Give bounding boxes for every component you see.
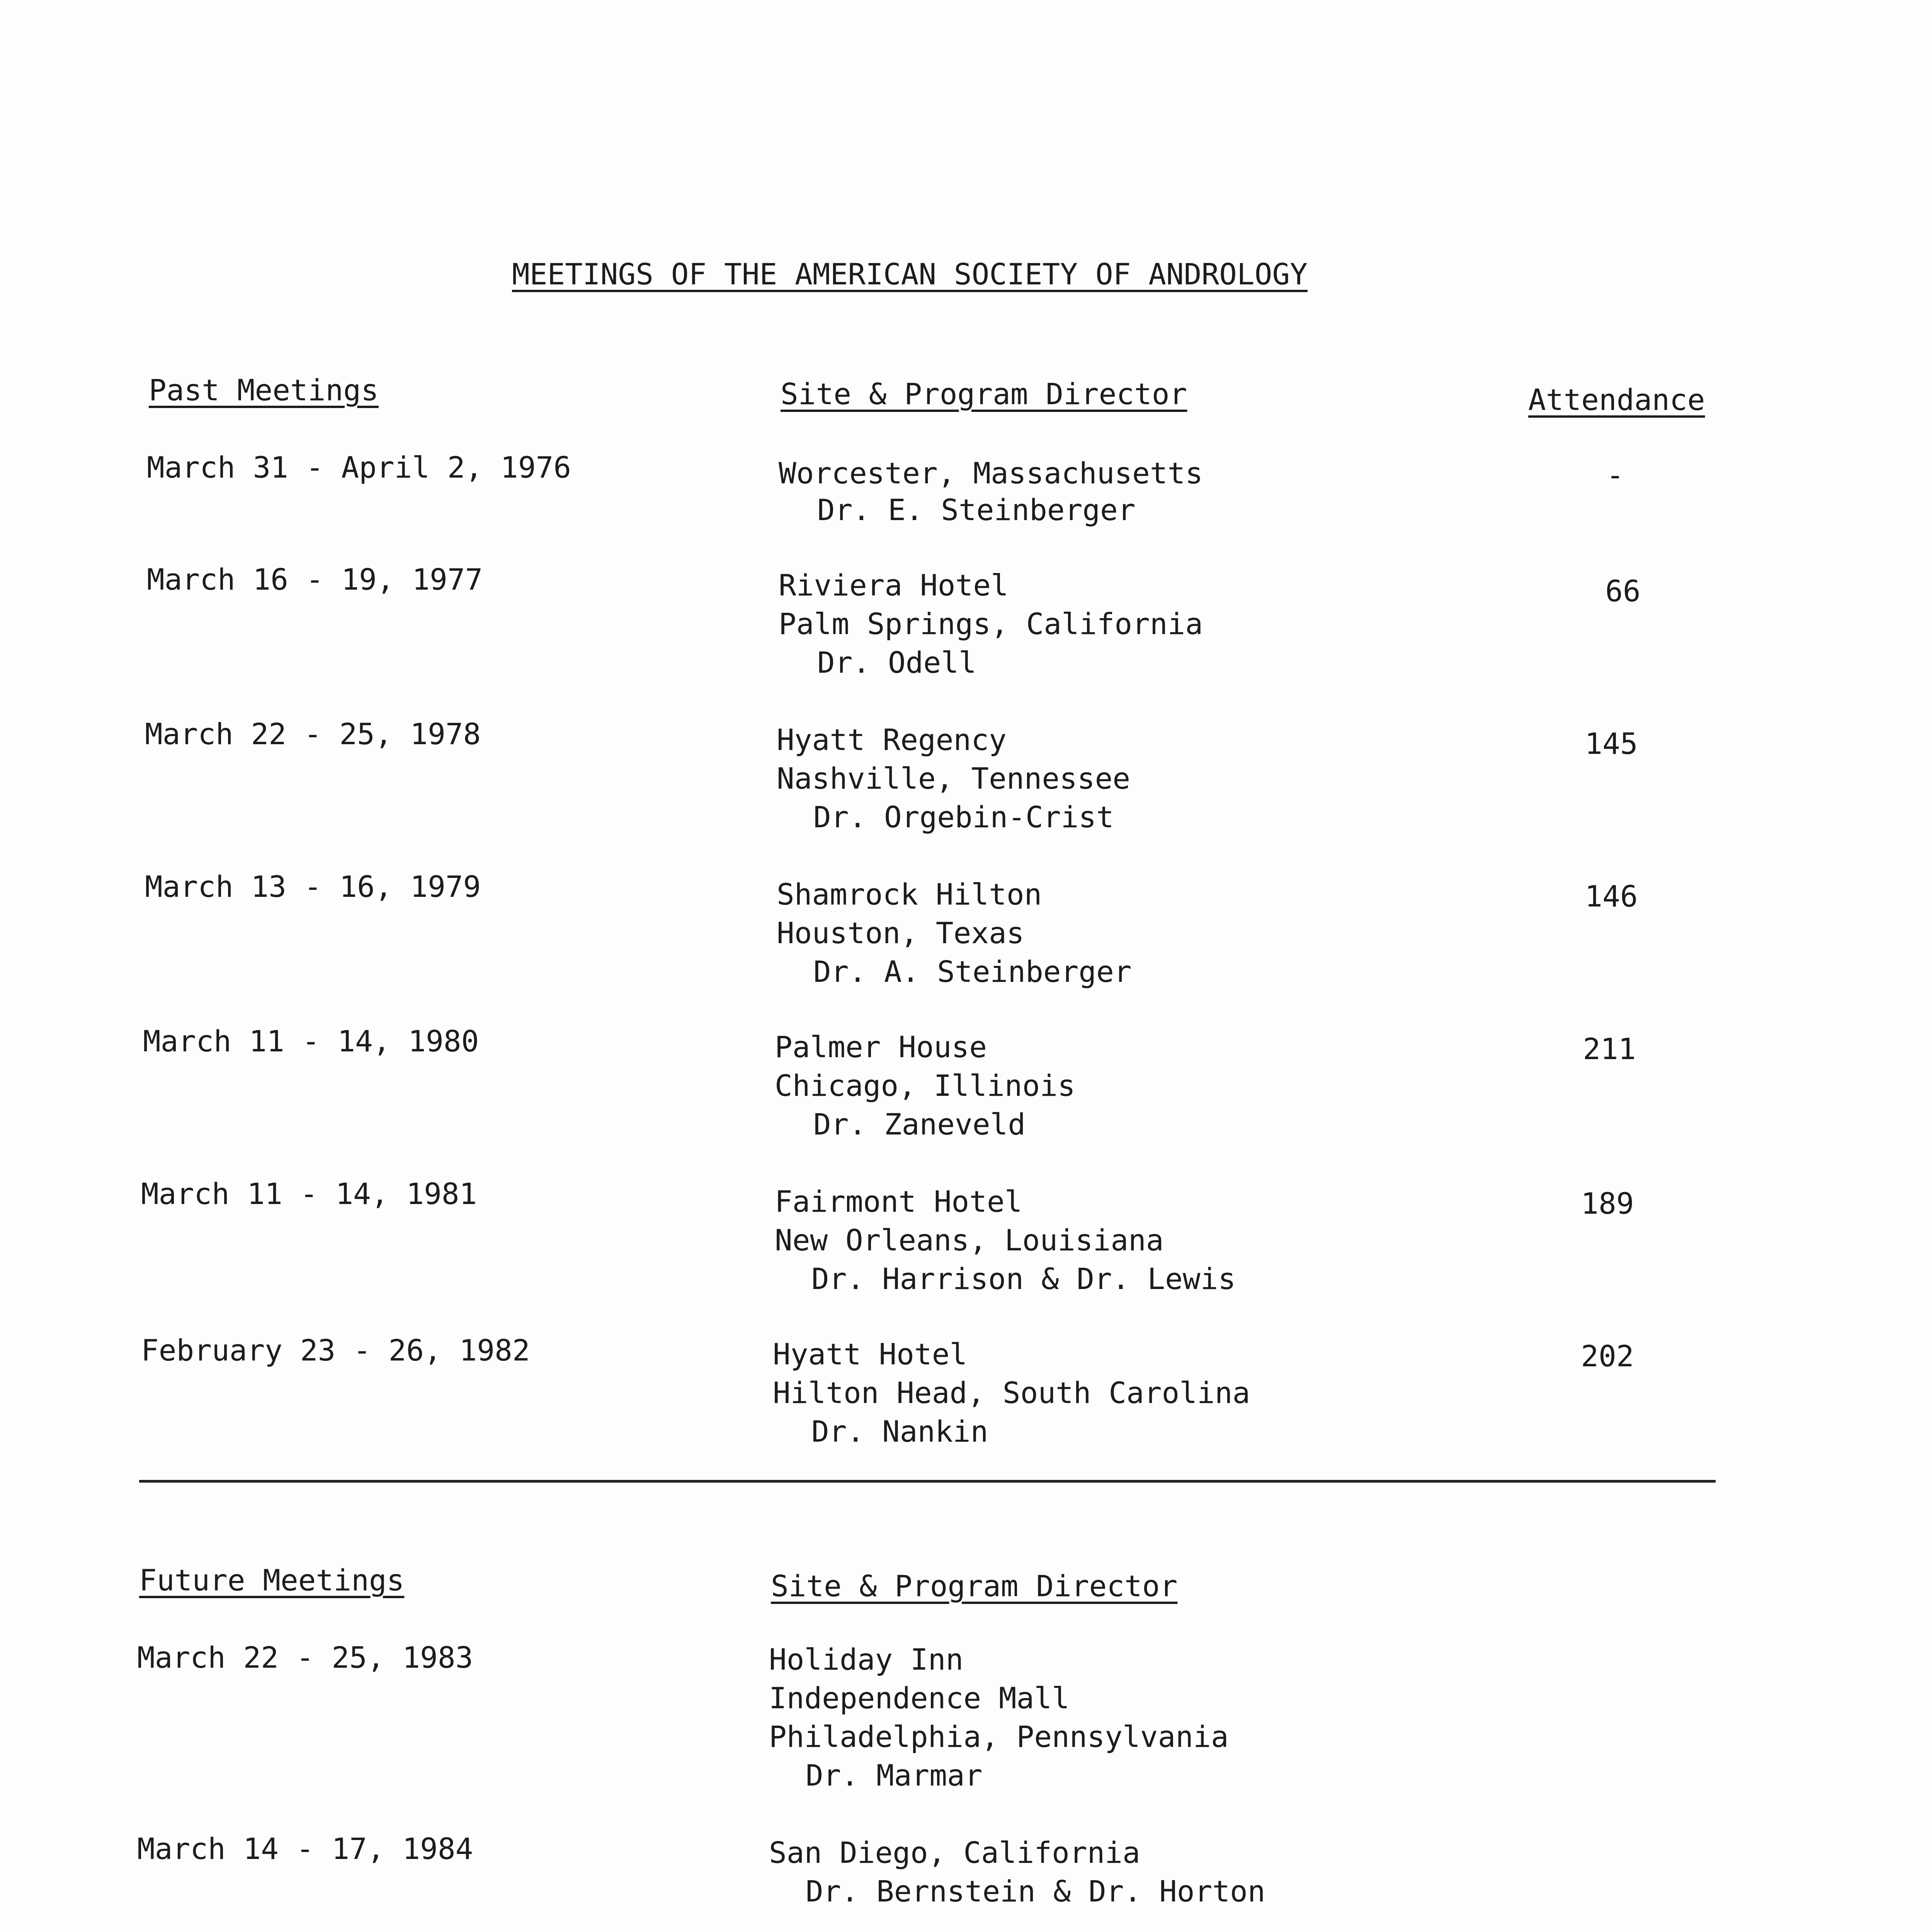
program-director: Dr. Bernstein & Dr. Horton: [806, 1874, 1265, 1908]
program-director: Dr. Harrison & Dr. Lewis: [811, 1262, 1236, 1296]
meeting-site: Houston, Texas: [777, 916, 1024, 950]
program-director: Dr. Orgebin-Crist: [813, 800, 1114, 834]
attendance-heading: Attendance: [1528, 383, 1705, 417]
program-director: Dr. Nankin: [811, 1414, 988, 1449]
meeting-site: San Diego, California: [769, 1835, 1140, 1870]
meeting-date: February 23 - 26, 1982: [141, 1333, 530, 1367]
program-director: Dr. Zaneveld: [813, 1107, 1026, 1141]
attendance-value: 145: [1585, 726, 1638, 761]
meeting-site: New Orleans, Louisiana: [775, 1223, 1164, 1257]
meeting-date: March 14 - 17, 1984: [137, 1832, 473, 1866]
meeting-site: Philadelphia, Pennsylvania: [769, 1719, 1229, 1754]
future-meetings-heading: Future Meetings: [139, 1563, 405, 1597]
attendance-value: 202: [1581, 1339, 1634, 1373]
past-meetings-heading: Past Meetings: [149, 373, 379, 407]
meeting-site: Hilton Head, South Carolina: [773, 1376, 1250, 1410]
meeting-date: March 13 - 16, 1979: [145, 869, 481, 904]
meeting-site: Shamrock Hilton: [777, 877, 1042, 912]
meeting-date: March 22 - 25, 1983: [137, 1640, 473, 1675]
program-director: Dr. Marmar: [806, 1758, 983, 1793]
attendance-value: 66: [1605, 574, 1641, 608]
meeting-date: March 16 - 19, 1977: [147, 562, 483, 597]
meeting-site: Palm Springs, California: [779, 607, 1203, 641]
meeting-site: Palmer House: [775, 1030, 987, 1064]
meeting-site: Chicago, Illinois: [775, 1068, 1075, 1103]
meeting-date: March 22 - 25, 1978: [145, 717, 481, 751]
attendance-value: -: [1606, 458, 1624, 492]
past-site-heading: Site & Program Director: [781, 377, 1187, 411]
meeting-site: Riviera Hotel: [779, 568, 1009, 602]
meeting-site: Holiday Inn: [769, 1642, 964, 1677]
meeting-site: Fairmont Hotel: [775, 1184, 1022, 1219]
section-divider: [139, 1480, 1716, 1483]
program-director: Dr. E. Steinberger: [817, 493, 1136, 527]
meeting-site: Hyatt Hotel: [773, 1337, 968, 1371]
meeting-site: Hyatt Regency: [777, 723, 1007, 757]
meeting-site: Independence Mall: [769, 1681, 1070, 1715]
program-director: Dr. A. Steinberger: [813, 954, 1132, 989]
meeting-date: March 11 - 14, 1981: [141, 1177, 477, 1211]
future-site-heading: Site & Program Director: [771, 1569, 1178, 1603]
meeting-site: Nashville, Tennessee: [777, 761, 1131, 796]
attendance-value: 146: [1585, 879, 1638, 913]
meeting-date: March 31 - April 2, 1976: [147, 450, 571, 485]
meeting-site: Worcester, Massachusetts: [779, 456, 1203, 490]
page-title: MEETINGS OF THE AMERICAN SOCIETY OF ANDROLOGY: [512, 257, 1308, 291]
attendance-value: 211: [1583, 1032, 1636, 1066]
attendance-value: 189: [1581, 1186, 1634, 1221]
meeting-date: March 11 - 14, 1980: [143, 1024, 479, 1058]
program-director: Dr. Odell: [817, 645, 976, 680]
